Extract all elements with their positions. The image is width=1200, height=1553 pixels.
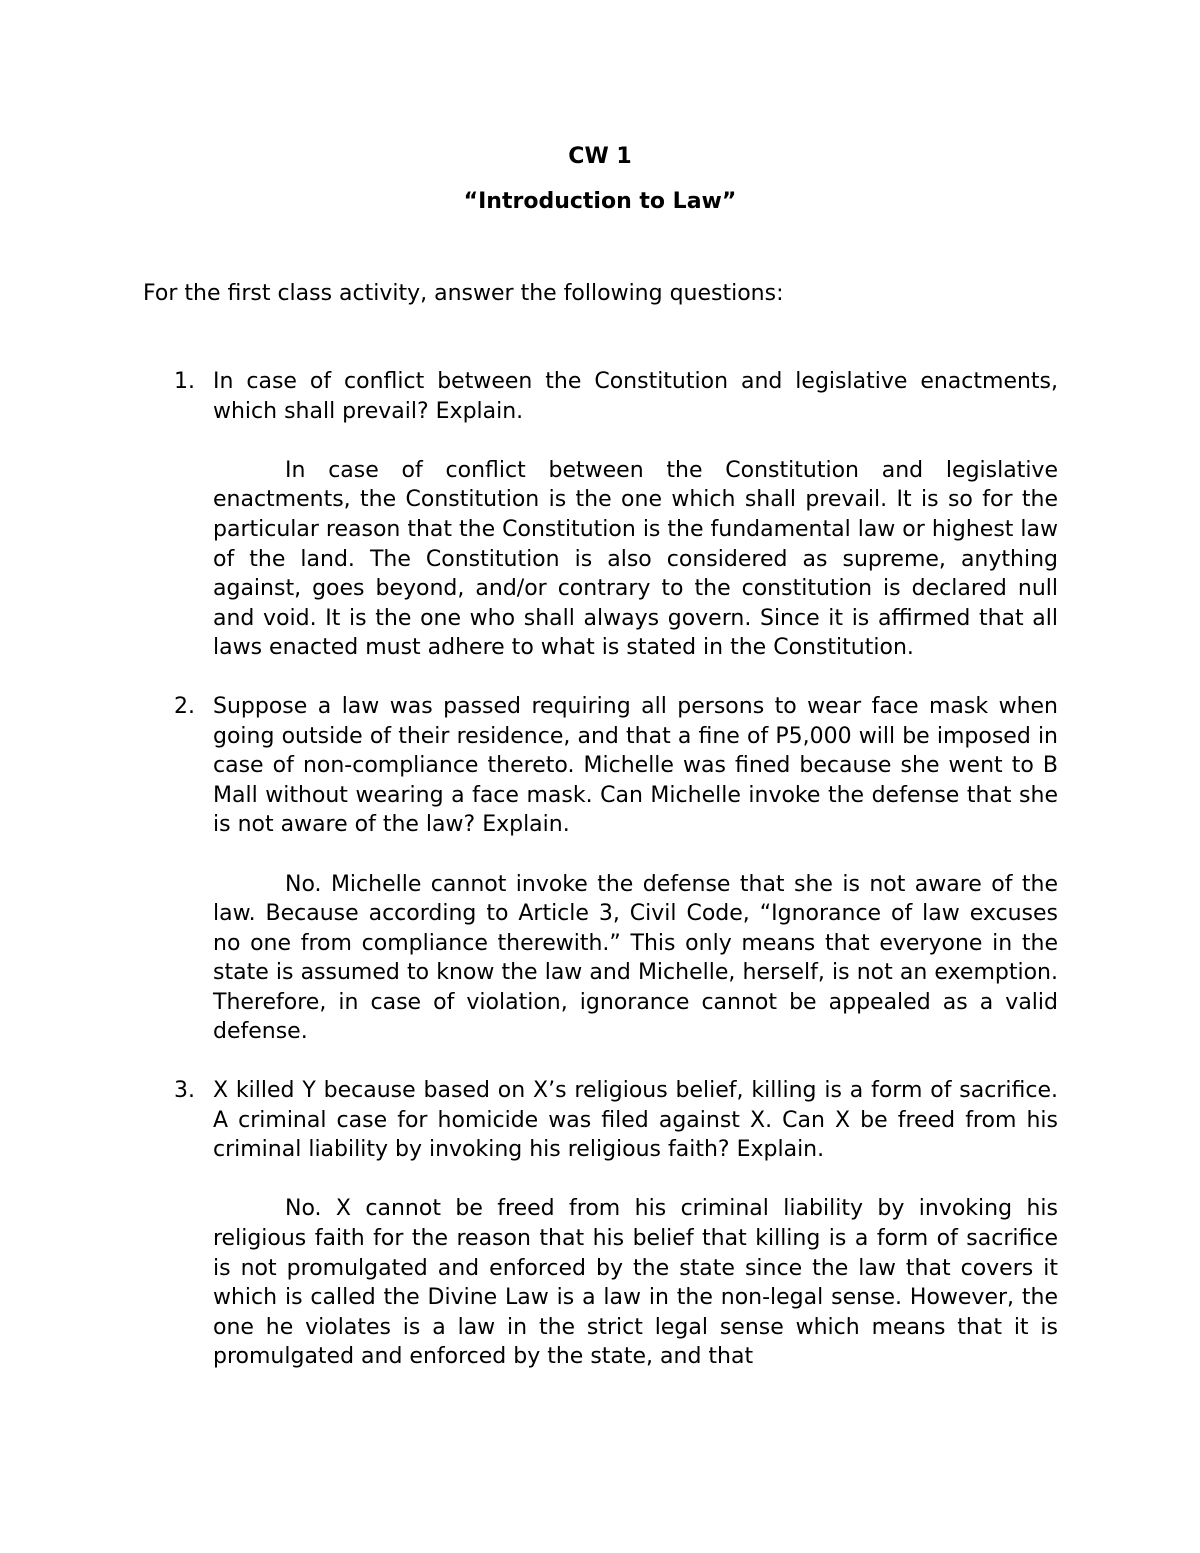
answer-text: No. Michelle cannot invoke the defense that she is not aware of the law. Because according to Article 3, Civil Code, “Ignorance of law excuses no one from compliance therewith.” This only means that everyone in the state is assumed to know the law and Michelle, herself, is not an exemption. Therefore, in case of violation, ignorance cannot be appealed as a valid defense. <box>213 871 1058 1045</box>
question-list <box>0 367 1200 1401</box>
question-item-1 <box>0 367 1200 663</box>
instructions-text: For the first class activity, answer the following questions: <box>143 281 784 306</box>
question-text: X killed Y because based on X’s religious belief, killing is a form of sacrifice. A criminal case for homicide was filed against X. Can X be freed from his criminal liability by invoking his religious faith? Explain. <box>213 1078 1058 1163</box>
question-item-3 <box>0 1076 1200 1372</box>
question-number: 1. <box>174 369 195 394</box>
answer-text: In case of conflict between the Constitution and legislative enactments, the Constitution is the one which shall prevail. It is so for the particular reason that the Constitution is the fundamental law or highest law of the land. The Constitution is also considered as supreme, anything against, goes beyond, and/or contrary to the constitution is declared null and void. It is the one who shall always govern. Since it is affirmed that all laws enacted must adhere to what is stated in the Constitution. <box>213 457 1058 661</box>
question-number: 3. <box>174 1078 195 1104</box>
document-code: CW 1 <box>568 144 632 169</box>
question-text: In case of conflict between the Constitution and legislative enactments, which shall prevail? Explain. <box>213 369 1058 424</box>
question-item-2 <box>0 692 1200 1047</box>
question-text: Suppose a law was passed requiring all persons to wear face mask when going outside of their residence, and that a fine of P5,000 will be imposed in case of non-compliance thereto. Michelle was fined because she went to B Mall without wearing a face mask. Can Michelle invoke the defense that she is not aware of the law? Explain. <box>213 693 1058 838</box>
document-title: “Introduction to Law” <box>463 189 737 214</box>
answer-text: No. X cannot be freed from his criminal liability by invoking his religious faith for the reason that his belief that killing is a form of sacrifice is not promulgated and enforced by the state since the law that covers it which is called the Divine Law is a law in the non-legal sense. However, the one he violates is a law in the strict legal sense which means that it is promulgated and enforced by the state, and that <box>213 1196 1058 1370</box>
question-number: 2. <box>174 693 195 719</box>
